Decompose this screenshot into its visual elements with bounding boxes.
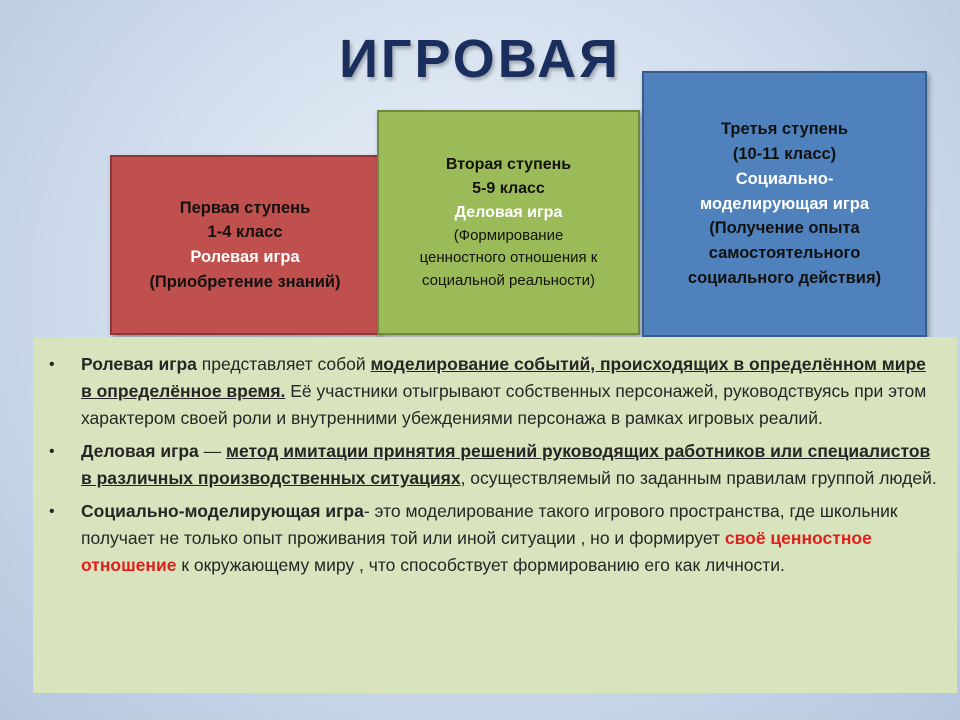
definitions-panel — [33, 337, 957, 693]
step-1-level: Первая ступень — [179, 198, 311, 217]
step-3-grades: (10-11 класс) — [732, 145, 837, 164]
bullet-icon: • — [49, 443, 55, 460]
step-1-grades: 1-4 класс — [207, 223, 283, 242]
step-1-box — [110, 155, 380, 335]
step-2-goal-line-3: социальной реальности) — [421, 271, 596, 289]
step-3-game-type-line-2: моделирующая игра — [699, 194, 870, 213]
step-2-level: Вторая ступень — [445, 155, 572, 173]
bullet-icon: • — [49, 356, 55, 373]
text: - это моделирование такого игрового пространства, где школьник получает не только опыт проживания той или иной ситуации , но и формирует — [81, 501, 898, 548]
step-2-box — [377, 110, 640, 335]
definition-social-modeling-game — [45, 498, 939, 579]
text: представляет собой — [196, 354, 371, 374]
step-2-grades: 5-9 класс — [472, 179, 545, 197]
term: Деловая игра — [81, 441, 199, 461]
step-3-goal-line-2: самостоятельного — [708, 244, 861, 263]
step-1-goal: (Приобретение знаний) — [149, 272, 341, 291]
step-1-game-type: Ролевая игра — [190, 248, 300, 266]
step-2-game-type: Деловая игра — [454, 203, 563, 221]
step-2-goal-line-2: ценностного отношения к — [419, 249, 598, 267]
definition: метод имитации принятия решений руководящих работников или специалистов в различных производственных ситуациях — [81, 441, 931, 488]
bullet-icon: • — [49, 503, 55, 520]
step-3-box — [642, 71, 927, 337]
step-3-goal-line-3: социального действия) — [687, 268, 882, 287]
definitions-list — [45, 351, 939, 579]
definition-business-game — [45, 438, 939, 492]
term: Ролевая игра — [81, 354, 197, 374]
step-3-goal-line-1: (Получение опыта — [709, 219, 860, 238]
step-3-level: Третья ступень — [720, 120, 849, 139]
highlight: своё ценностное отношение — [81, 528, 872, 575]
text: — — [198, 441, 227, 461]
slide-title: ИГРОВАЯ — [339, 29, 621, 89]
text: Её участники отыгрывают собственных персонажей, руководствуясь при этом характером своей роли и внутренними убеждениями персонажа в рамках игровых реалий. — [81, 381, 927, 428]
definition: моделирование событий, происходящих в определённом мире в определённое время. — [81, 354, 926, 401]
step-3-game-type-line-1: Социально- — [735, 169, 834, 188]
term: Социально-моделирующая игра — [81, 501, 364, 521]
definition-role-play — [45, 351, 939, 432]
text: к окружающему миру , что способствует формированию его как личности. — [176, 555, 785, 575]
step-2-goal-line-1: (Формирование — [453, 226, 564, 244]
text: , осуществляемый по заданным правилам группой людей. — [460, 468, 937, 488]
